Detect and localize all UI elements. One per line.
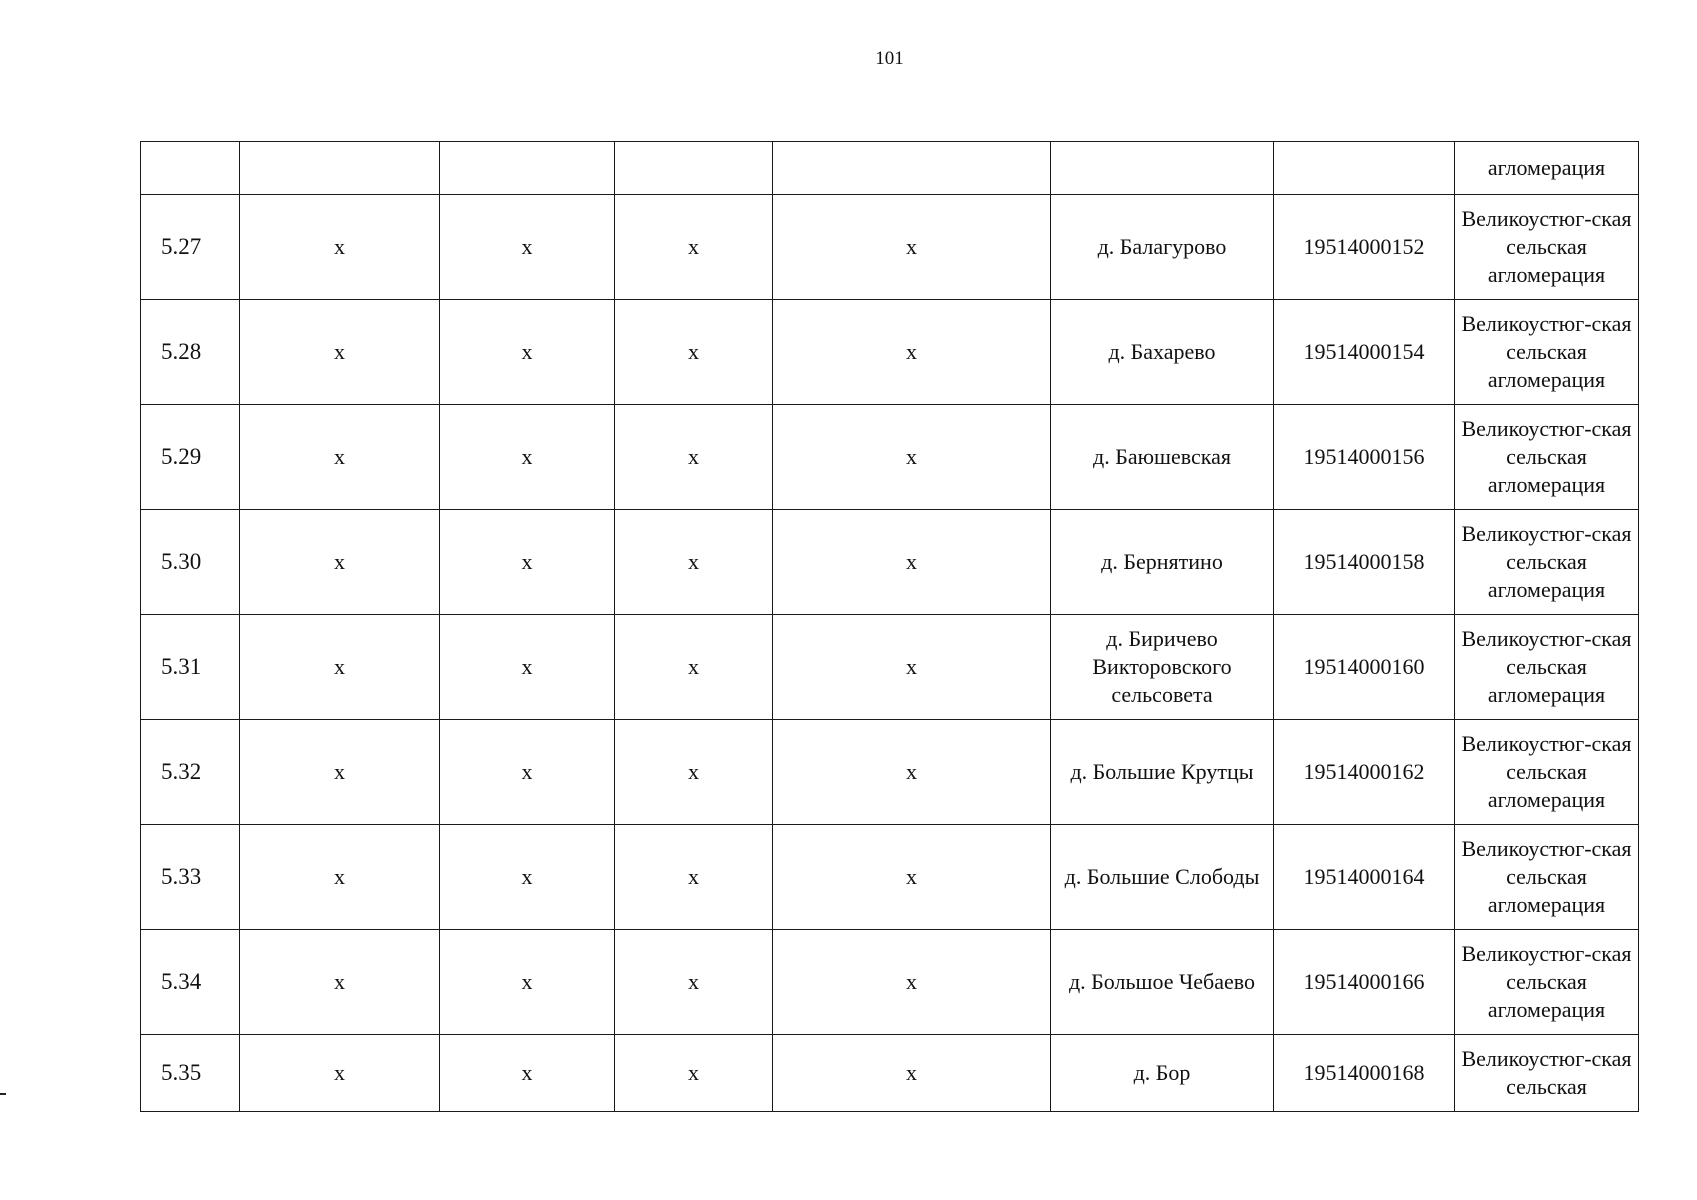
row-number: 5.34	[141, 930, 240, 1035]
agglomeration-cell: Великоустюг-ская сельская	[1455, 1035, 1639, 1112]
x-cell: х	[240, 195, 440, 300]
table-row	[141, 615, 1639, 720]
table-row	[141, 195, 1639, 300]
x-cell: х	[773, 195, 1051, 300]
row-number: 5.29	[141, 405, 240, 510]
x-cell: х	[440, 825, 615, 930]
x-cell: х	[240, 405, 440, 510]
settlements-table	[140, 141, 1639, 1112]
code-cell: 19514000156	[1274, 405, 1455, 510]
x-cell: х	[773, 930, 1051, 1035]
x-cell: х	[615, 195, 773, 300]
x-cell: х	[240, 300, 440, 405]
settlement-cell: д. Биричево Викторовского сельсовета	[1051, 615, 1274, 720]
agglomeration-cell: Великоустюг-ская сельская агломерация	[1455, 510, 1639, 615]
x-cell: х	[773, 825, 1051, 930]
table-cell	[615, 142, 773, 195]
x-cell: х	[240, 510, 440, 615]
x-cell: х	[615, 300, 773, 405]
agglomeration-cell: агломерация	[1455, 142, 1639, 195]
table-cell	[440, 142, 615, 195]
x-cell: х	[440, 405, 615, 510]
agglomeration-cell: Великоустюг-ская сельская агломерация	[1455, 930, 1639, 1035]
x-cell: х	[615, 930, 773, 1035]
x-cell: х	[440, 510, 615, 615]
x-cell: х	[773, 405, 1051, 510]
x-cell: х	[440, 615, 615, 720]
x-cell: х	[615, 615, 773, 720]
agglomeration-cell: Великоустюг-ская сельская агломерация	[1455, 615, 1639, 720]
agglomeration-cell: Великоустюг-ская сельская агломерация	[1455, 405, 1639, 510]
x-cell: х	[773, 615, 1051, 720]
agglomeration-cell: Великоустюг-ская сельская агломерация	[1455, 825, 1639, 930]
x-cell: х	[440, 930, 615, 1035]
x-cell: х	[615, 405, 773, 510]
x-cell: х	[615, 825, 773, 930]
x-cell: х	[440, 300, 615, 405]
table-row	[141, 1035, 1639, 1112]
row-number: 5.28	[141, 300, 240, 405]
continuation-row	[141, 142, 1639, 195]
row-number: 5.33	[141, 825, 240, 930]
x-cell: х	[773, 1035, 1051, 1112]
settlement-cell: д. Бор	[1051, 1035, 1274, 1112]
x-cell: х	[615, 510, 773, 615]
code-cell: 19514000152	[1274, 195, 1455, 300]
table-cell	[1274, 142, 1455, 195]
settlement-cell: д. Балагурово	[1051, 195, 1274, 300]
row-number: 5.27	[141, 195, 240, 300]
row-number: 5.32	[141, 720, 240, 825]
x-cell: х	[773, 720, 1051, 825]
table-row	[141, 405, 1639, 510]
table-row	[141, 720, 1639, 825]
table-cell	[773, 142, 1051, 195]
table-cell	[141, 142, 240, 195]
x-cell: х	[240, 930, 440, 1035]
table-row	[141, 930, 1639, 1035]
row-number: 5.35	[141, 1035, 240, 1112]
code-cell: 19514000154	[1274, 300, 1455, 405]
x-cell: х	[240, 615, 440, 720]
code-cell: 19514000166	[1274, 930, 1455, 1035]
agglomeration-cell: Великоустюг-ская сельская агломерация	[1455, 300, 1639, 405]
x-cell: х	[240, 1035, 440, 1112]
x-cell: х	[615, 1035, 773, 1112]
table-row	[141, 510, 1639, 615]
row-number: 5.30	[141, 510, 240, 615]
code-cell: 19514000164	[1274, 825, 1455, 930]
settlement-cell: д. Большие Крутцы	[1051, 720, 1274, 825]
code-cell: 19514000160	[1274, 615, 1455, 720]
settlement-cell: д. Бахарево	[1051, 300, 1274, 405]
settlement-cell: д. Большие Слободы	[1051, 825, 1274, 930]
code-cell: 19514000168	[1274, 1035, 1455, 1112]
x-cell: х	[440, 720, 615, 825]
x-cell: х	[240, 720, 440, 825]
agglomeration-cell: Великоустюг-ская сельская агломерация	[1455, 195, 1639, 300]
agglomeration-cell: Великоустюг-ская сельская агломерация	[1455, 720, 1639, 825]
x-cell: х	[240, 825, 440, 930]
table-row	[141, 825, 1639, 930]
x-cell: х	[615, 720, 773, 825]
x-cell: х	[440, 195, 615, 300]
x-cell: х	[440, 1035, 615, 1112]
table-cell	[1051, 142, 1274, 195]
code-cell: 19514000158	[1274, 510, 1455, 615]
settlement-cell: д. Баюшевская	[1051, 405, 1274, 510]
page-number: 101	[875, 48, 904, 69]
x-cell: х	[773, 510, 1051, 615]
x-cell: х	[773, 300, 1051, 405]
table-cell	[240, 142, 440, 195]
row-number: 5.31	[141, 615, 240, 720]
table-row	[141, 300, 1639, 405]
margin-mark	[0, 1093, 6, 1095]
settlement-cell: д. Большое Чебаево	[1051, 930, 1274, 1035]
code-cell: 19514000162	[1274, 720, 1455, 825]
settlement-cell: д. Бернятино	[1051, 510, 1274, 615]
